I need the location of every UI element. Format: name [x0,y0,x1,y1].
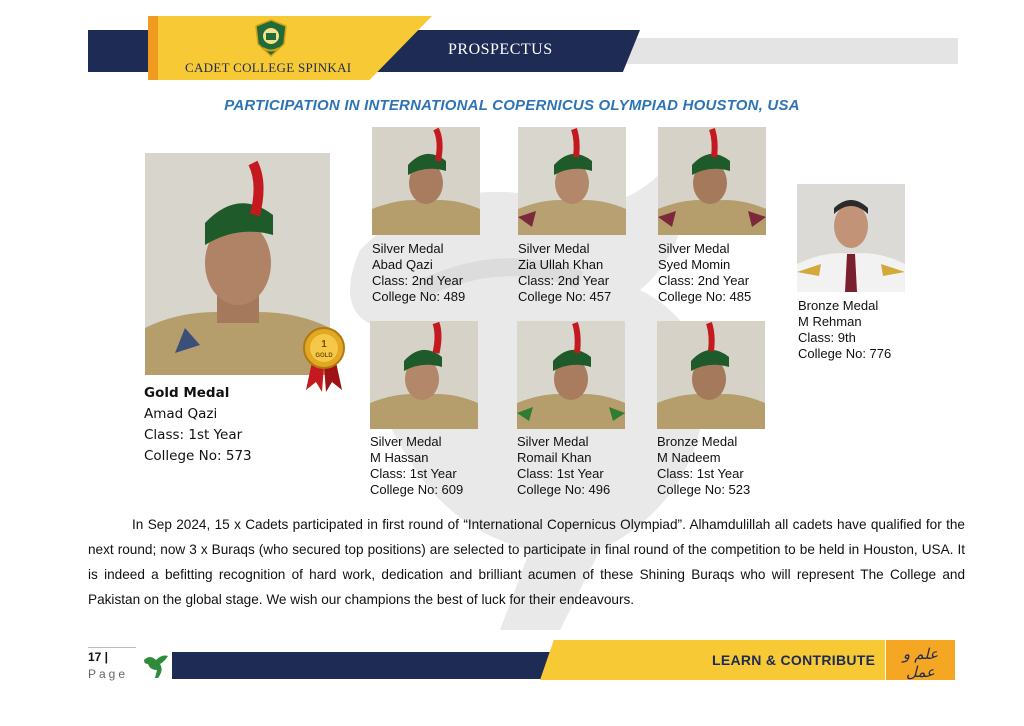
footer-urdu-motto: علم و عمل [902,646,939,681]
page-number-rule [88,647,136,648]
winner-name: Romail Khan [517,450,592,465]
winner-medal: Silver Medal [658,241,730,256]
footer-navy-band [172,652,572,679]
winner-caption [370,434,463,498]
winner-medal: Silver Medal [517,434,589,449]
winner-name: Syed Momin [658,257,731,272]
winner-medal: Silver Medal [372,241,444,256]
winner-college-no: College No: 457 [518,289,612,304]
page-label: Page [88,667,129,681]
winner-caption [517,434,610,498]
winner-photo [517,321,625,429]
winner-class: Class: 2nd Year [518,273,610,288]
winner-caption [657,434,750,498]
winner-medal: Bronze Medal [657,434,738,449]
winner-college-no: College No: 485 [658,289,752,304]
section-title: PROSPECTUS [448,41,553,58]
winner-caption [518,241,611,305]
winner-name: Zia Ullah Khan [518,257,604,272]
description-paragraph: In Sep 2024, 15 x Cadets participated in first round of “International Copernicus Olympiad”. Alhamdulillah all cadets have qualified for the next round; now 3 x Buraqs (who secured top positions) are selected to participate in final round of the competition to be held in Houston, USA. It is indeed a befitting recognition of hard work, dedication and brilliant acumen of these Shining Buraqs who will represent The College and Pakistan on the global stage. We wish our champions the best of luck for their endeavours. [88,517,965,607]
gold-winner-college-no: College No: 573 [144,448,252,464]
winner-photo [518,127,626,235]
winner-class: Class: 9th [798,330,856,345]
winner-photo [797,184,905,292]
winner-college-no: College No: 496 [517,482,611,497]
gold-winner-caption [144,383,252,467]
winner-medal: Bronze Medal [798,298,879,313]
winner-class: Class: 1st Year [517,466,604,481]
winner-name: M Rehman [798,314,862,329]
winner-name: M Nadeem [657,450,721,465]
page-number: 17 | [88,650,109,664]
winner-college-no: College No: 776 [798,346,892,361]
page-title: PARTICIPATION IN INTERNATIONAL COPERNICUS OLYMPIAD HOUSTON, USA [224,97,800,114]
gold-winner-class: Class: 1st Year [144,427,243,443]
buraq-logo-icon [142,652,170,680]
gold-badge-label: GOLD [315,353,333,359]
winner-photo [370,321,478,429]
winner-medal: Silver Medal [518,241,590,256]
footer-motto: LEARN & CONTRIBUTE [712,652,876,668]
winner-name: Abad Qazi [372,257,433,272]
winner-college-no: College No: 523 [657,482,751,497]
college-crest-icon [253,18,289,58]
gold-medal-icon [302,326,346,392]
winner-college-no: College No: 489 [372,289,466,304]
winner-photo [372,127,480,235]
winner-name: M Hassan [370,450,429,465]
winner-caption [658,241,751,305]
winner-college-no: College No: 609 [370,482,464,497]
gold-badge-number: 1 [321,339,327,350]
winner-photo [657,321,765,429]
gold-winner-name: Amad Qazi [144,406,218,422]
header-orange-edge [148,16,158,80]
header-left-bar [88,30,148,72]
winner-caption [372,241,465,305]
winner-class: Class: 2nd Year [372,273,464,288]
winner-caption [798,298,891,362]
winner-class: Class: 1st Year [657,466,744,481]
winner-class: Class: 2nd Year [658,273,750,288]
gold-medal-label: Gold Medal [144,385,230,401]
winner-medal: Silver Medal [370,434,442,449]
winner-photo [658,127,766,235]
winner-class: Class: 1st Year [370,466,457,481]
college-name: CADET COLLEGE SPINKAI [185,60,352,75]
